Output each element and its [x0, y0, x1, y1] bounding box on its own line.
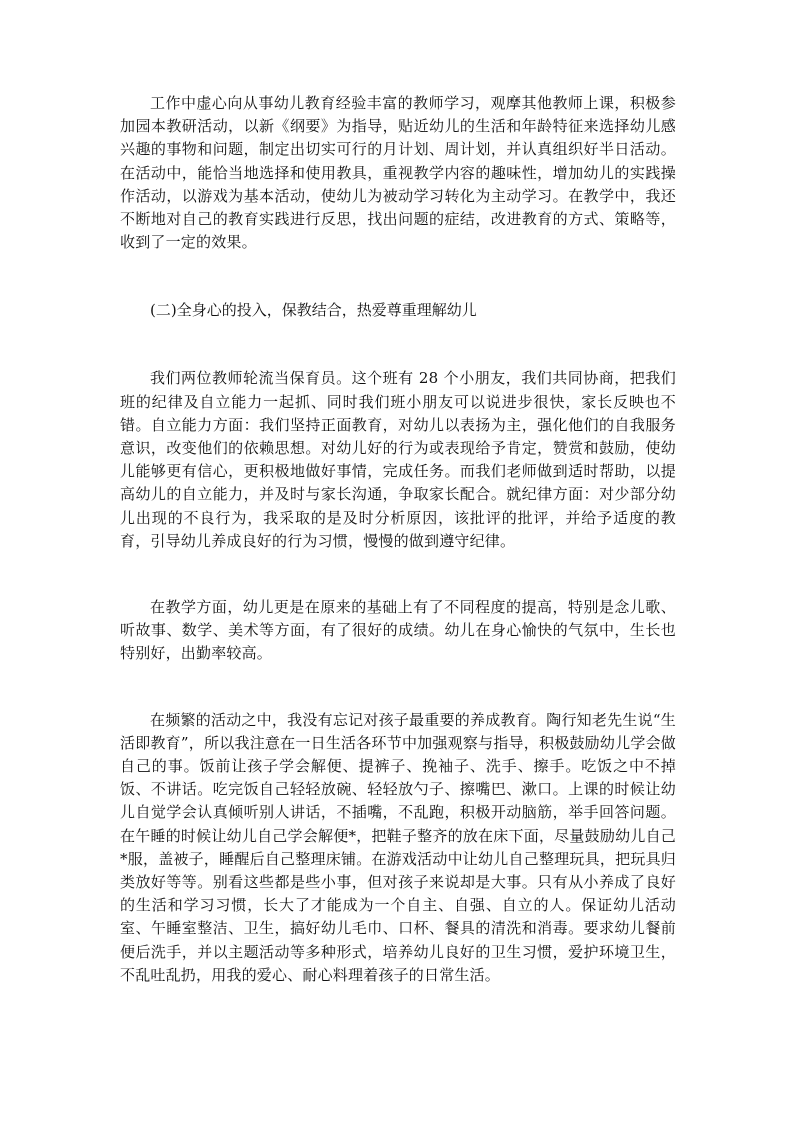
spacer: [120, 254, 676, 299]
section-heading-2: (二)全身心的投入，保教结合，热爱尊重理解幼儿: [150, 301, 477, 320]
spacer: [120, 322, 676, 367]
paragraph-teaching-study: 工作中虚心向从事幼儿教育经验丰富的教师学习，观摩其他教师上课，积极参加园本教研活动，以新《纲要》为指导，贴近幼儿的生活和年龄特征来选择幼儿感兴趣的事物和问题，制定出切实可行的月计划、周计划，并认真组织好半日活动。在活动中，能恰当地选择和使用教具，重视教学内容的趣味性，增加幼儿的实践操作活动，以游戏为基本活动，使幼儿为被动学习转化为主动学习。在教学中，我还不断地对自己的教育实践进行反思，找出问题的症结，改进教育的方式、策略等，收到了一定的效果。: [120, 94, 676, 252]
paragraph-care-and-discipline: 我们两位教师轮流当保育员。这个班有 28 个小朋友，我们共同协商，把我们班的纪律及自立能力一起抓、同时我们班小朋友可以说进步很快，家长反映也不错。自立能力方面：我们坚持正面教育，对幼儿以表扬为主，强化他们的自我服务意识，改变他们的依赖思想。对幼儿好的行为或表现给予肯定，赞赏和鼓励，使幼儿能够更有信心，更积极地做好事情，完成任务。而我们老师做到适时帮助，以提高幼儿的自立能力，并及时与家长沟通，争取家长配合。就纪律方面：对少部分幼儿出现的不良行为，我采取的是及时分析原因，该批评的批评，并给予适度的教育，引导幼儿养成良好的行为习惯，慢慢的做到遵守纪律。: [120, 369, 676, 550]
spacer: [120, 553, 676, 596]
paragraph-teaching-progress: 在教学方面，幼儿更是在原来的基础上有了不同程度的提高，特别是念儿歌、听故事、数学、美术等方面，有了很好的成绩。幼儿在身心愉快的气氛中，生长也特别好，出勤率较高。: [120, 598, 676, 663]
paragraph-habit-education: 在频繁的活动之中，我没有忘记对孩子最重要的养成教育。陶行知老先生说“生活即教育”，所以我注意在一日生活各环节中加强观察与指导，积极鼓励幼儿学会做自己的事。饭前让孩子学会解便、提裤子、挽袖子、洗手、擦手。吃饭之中不掉饭、不讲话。吃完饭自己轻轻放碗、轻轻放勺子、擦嘴巴、漱口。上课的时候让幼儿自觉学会认真倾听别人讲话，不插嘴，不乱跑，积极开动脑筋，举手回答问题。在午睡的时候让幼儿自己学会解便*，把鞋子整齐的放在床下面，尽量鼓励幼儿自己*服，盖被子，睡醒后自己整理床铺。在游戏活动中让幼儿自己整理玩具，把玩具归类放好等等。别看这些都是些小事，但对孩子来说却是大事。只有从小养成了良好的生活和学习习惯，长大了才能成为一个自主、自强、自立的人。保证幼儿活动室、午睡室整洁、卫生，搞好幼儿毛巾、口杯、餐具的清洗和消毒。要求幼儿餐前便后洗手，并以主题活动等多种形式，培养幼儿良好的卫生习惯，爱护环境卫生，不乱吐乱扔，用我的爱心、耐心料理着孩子的日常生活。: [120, 710, 676, 984]
spacer: [120, 666, 676, 709]
document-page: [120, 92, 676, 987]
